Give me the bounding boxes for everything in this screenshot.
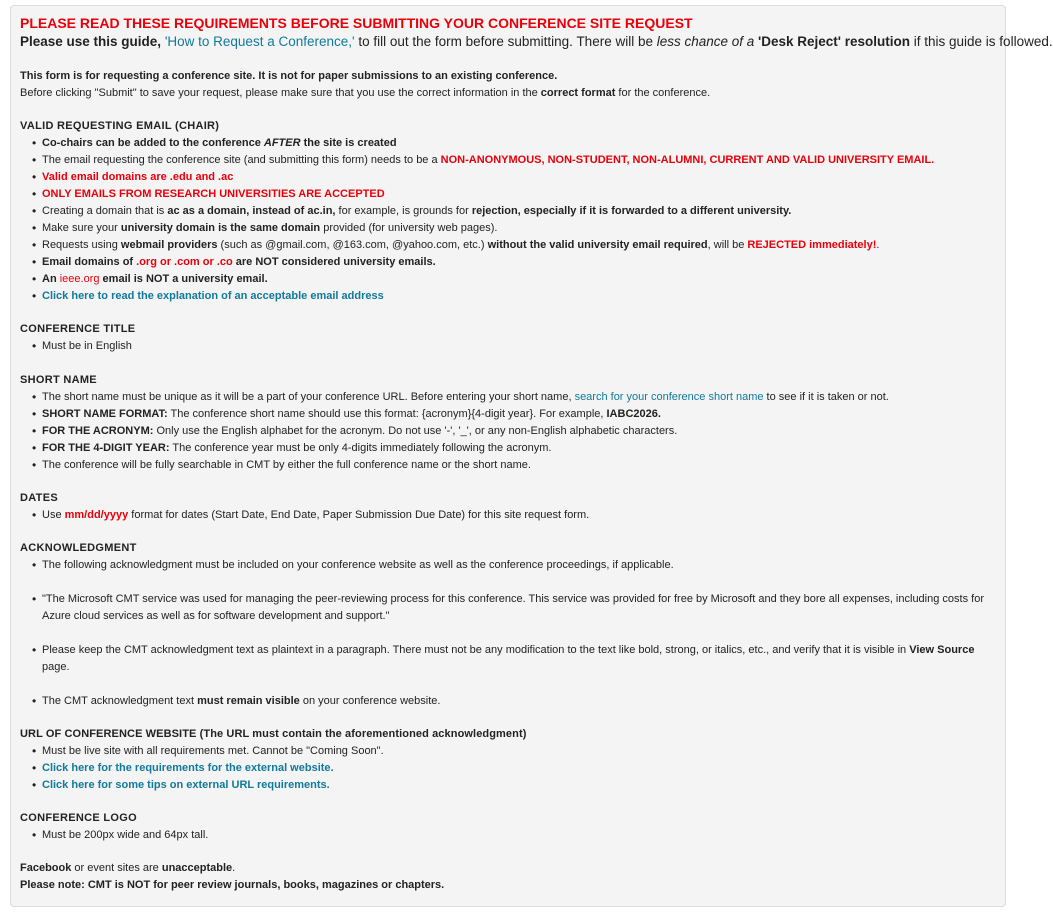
list-item: • Must be in English [42, 338, 997, 355]
email-explanation-link[interactable]: Click here to read the explanation of an acceptable email address [42, 290, 384, 302]
list-item: • Requests using webmail providers (such as @gmail.com, @163.com, @yahoo.com, etc.) without the valid university email required, will be REJECTED immediately!. [42, 237, 997, 254]
short-name-list [20, 389, 997, 474]
list-item: • Valid email domains are .edu and .ac [42, 169, 997, 186]
requirements-panel [10, 5, 1053, 907]
list-item: • Use mm/dd/yyyy format for dates (Start Date, End Date, Paper Submission Due Date) for this site request form. [42, 507, 997, 524]
dates-heading: DATES [20, 492, 58, 504]
list-item: • The following acknowledgment must be included on your conference website as well as the conference proceedings, if applicable. [42, 557, 997, 574]
list-item: • An ieee.org email is NOT a university email. [42, 271, 997, 288]
list-item: • Creating a domain that is ac as a domain, instead of ac.in, for example, is grounds for rejection, especially if it is forwarded to a different university. [42, 203, 997, 220]
list-item: • The short name must be unique as it will be a part of your conference URL. Before entering your short name, search for your conference short name to see if it is taken or not. [42, 389, 997, 406]
guide-link[interactable]: 'How to Request a Conference,' [164, 34, 355, 49]
list-item: • The conference will be fully searchable in CMT by either the full conference name or the short name. [42, 457, 997, 474]
list-item: • Please keep the CMT acknowledgment text as plaintext in a paragraph. There must not be any modification to the text like bold, strong, or italics, etc., and verify that it is visible in View Source page. [42, 642, 997, 676]
list-item [42, 777, 997, 794]
title-list [20, 338, 997, 355]
short-name-search-link[interactable]: search for your conference short name [574, 391, 764, 403]
short-name-heading: SHORT NAME [20, 374, 97, 386]
page-title: PLEASE READ THESE REQUIREMENTS BEFORE SUBMITTING YOUR CONFERENCE SITE REQUEST [20, 15, 693, 31]
list-item: • FOR THE 4-DIGIT YEAR: The conference year must be only 4-digits immediately following the acronym. [42, 440, 997, 457]
dates-list [20, 507, 997, 524]
url-list [20, 743, 997, 794]
acknowledgment-list [20, 557, 997, 710]
list-item: • Make sure your university domain is the same domain provided (for university web pages). [42, 220, 997, 237]
acknowledgment-heading: ACKNOWLEDGMENT [20, 542, 137, 554]
external-url-tips-link[interactable]: Click here for some tips on external URL requirements. [42, 779, 330, 791]
list-item: • Co-chairs can be added to the conference AFTER the site is created [42, 135, 997, 152]
email-heading: VALID REQUESTING EMAIL (CHAIR) [20, 120, 220, 132]
url-heading: URL OF CONFERENCE WEBSITE (The URL must contain the aforementioned acknowledgment) [20, 728, 527, 740]
list-item: • ONLY EMAILS FROM RESEARCH UNIVERSITIES ARE ACCEPTED [42, 186, 997, 203]
list-item: • The CMT acknowledgment text must remain visible on your conference website. [42, 693, 997, 710]
intro-line-2: Before clicking "Submit" to save your request, please make sure that you use the correct information in the correct format for the conference. [20, 87, 711, 99]
list-item [42, 288, 997, 305]
list-item: • FOR THE ACRONYM: Only use the English alphabet for the acronym. Do not use '-', '_', or any non-English alphabetic characters. [42, 423, 997, 440]
footer-line-2: Please note: CMT is NOT for peer review journals, books, magazines or chapters. [20, 879, 445, 891]
list-item: • SHORT NAME FORMAT: The conference short name should use this format: {acronym}{4-digit year}. For example, IABC2026. [42, 406, 997, 423]
intro-line-1: This form is for requesting a conference site. It is not for paper submissions to an existing conference. [20, 70, 558, 82]
footer-line-1: Facebook or event sites are unacceptable. [20, 862, 236, 874]
guide-line: Please use this guide, 'How to Request a Conference,' to fill out the form before submitting. There will be less chance of a 'Desk Reject' resolution if this guide is followed. [20, 34, 1053, 49]
title-heading: CONFERENCE TITLE [20, 323, 136, 335]
list-item [42, 760, 997, 777]
list-item: • Email domains of .org or .com or .co are NOT considered university emails. [42, 254, 997, 271]
logo-list [20, 827, 997, 844]
external-website-requirements-link[interactable]: Click here for the requirements for the external website. [42, 762, 334, 774]
list-item: • The email requesting the conference site (and submitting this form) needs to be a NON-ANONYMOUS, NON-STUDENT, NON-ALUMNI, CURRENT AND VALID UNIVERSITY EMAIL. [42, 152, 997, 169]
list-item: • Must be 200px wide and 64px tall. [42, 827, 997, 844]
list-item: • Must be live site with all requirements met. Cannot be "Coming Soon". [42, 743, 997, 760]
email-list [20, 135, 997, 305]
list-item: • "The Microsoft CMT service was used for managing the peer-reviewing process for this conference. This service was provided for free by Microsoft and they bore all expenses, including costs for Azure cloud services as well as for software development and support." [42, 591, 997, 625]
logo-heading: CONFERENCE LOGO [20, 812, 137, 824]
